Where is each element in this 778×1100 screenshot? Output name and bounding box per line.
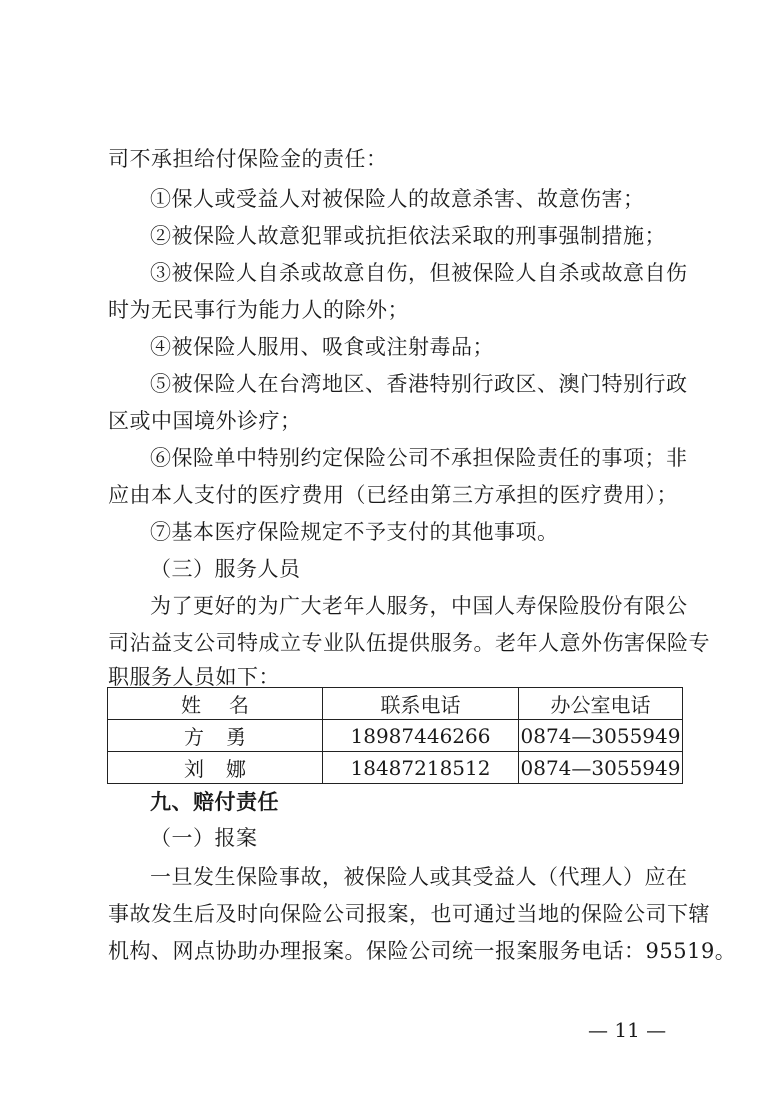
section-heading: 九、赔付责任 [150, 790, 279, 814]
text-line: 时为无民事行为能力人的除外； [108, 298, 409, 322]
text-line: ③被保险人自杀或故意自伤，但被保险人自杀或故意自伤 [150, 261, 688, 285]
column-header: 姓名 [108, 688, 323, 720]
text-line: ④被保险人服用、吸食或注射毒品； [150, 335, 494, 359]
page-number: — 11 — [588, 1018, 667, 1042]
table-header-row [108, 688, 683, 720]
text-line: 应由本人支付的医疗费用（已经由第三方承担的医疗费用）； [108, 483, 678, 507]
table-cell: 18487218512 [323, 752, 519, 784]
table-cell: 0874—3055949 [519, 752, 683, 784]
text-line: 司不承担给付保险金的责任： [108, 147, 388, 171]
table-cell: 方勇 [108, 720, 323, 752]
section-heading: （三）服务人员 [150, 557, 301, 581]
text-line: 一旦发生保险事故，被保险人或其受益人（代理人）应在 [150, 865, 688, 889]
staff-table [107, 687, 683, 784]
text-line: 司沾益支公司特成立专业队伍提供服务。老年人意外伤害保险专 [108, 631, 710, 655]
table-cell: 刘娜 [108, 752, 323, 784]
text-line: ⑦基本医疗保险规定不予支付的其他事项。 [150, 520, 559, 544]
text-line: ⑥保险单中特别约定保险公司不承担保险责任的事项；非 [150, 446, 688, 470]
text-line: 机构、网点协助办理报案。保险公司统一报案服务电话：95519。 [108, 939, 737, 963]
column-header: 联系电话 [323, 688, 519, 720]
text-line: 区或中国境外诊疗； [108, 409, 302, 433]
table-cell: 0874—3055949 [519, 720, 683, 752]
section-heading: （一）报案 [150, 826, 258, 850]
column-header: 办公室电话 [519, 688, 683, 720]
text-line: ②被保险人故意犯罪或抗拒依法采取的刑事强制措施； [150, 224, 666, 248]
table-row [108, 720, 683, 752]
text-line: ⑤被保险人在台湾地区、香港特别行政区、澳门特别行政 [150, 372, 688, 396]
text-line: 职服务人员如下： [108, 665, 280, 689]
text-line: ①保人或受益人对被保险人的故意杀害、故意伤害； [150, 187, 645, 211]
table-row [108, 752, 683, 784]
text-line: 事故发生后及时向保险公司报案，也可通过当地的保险公司下辖 [108, 902, 710, 926]
text-line: 为了更好的为广大老年人服务，中国人寿保险股份有限公 [150, 594, 688, 618]
table-cell: 18987446266 [323, 720, 519, 752]
